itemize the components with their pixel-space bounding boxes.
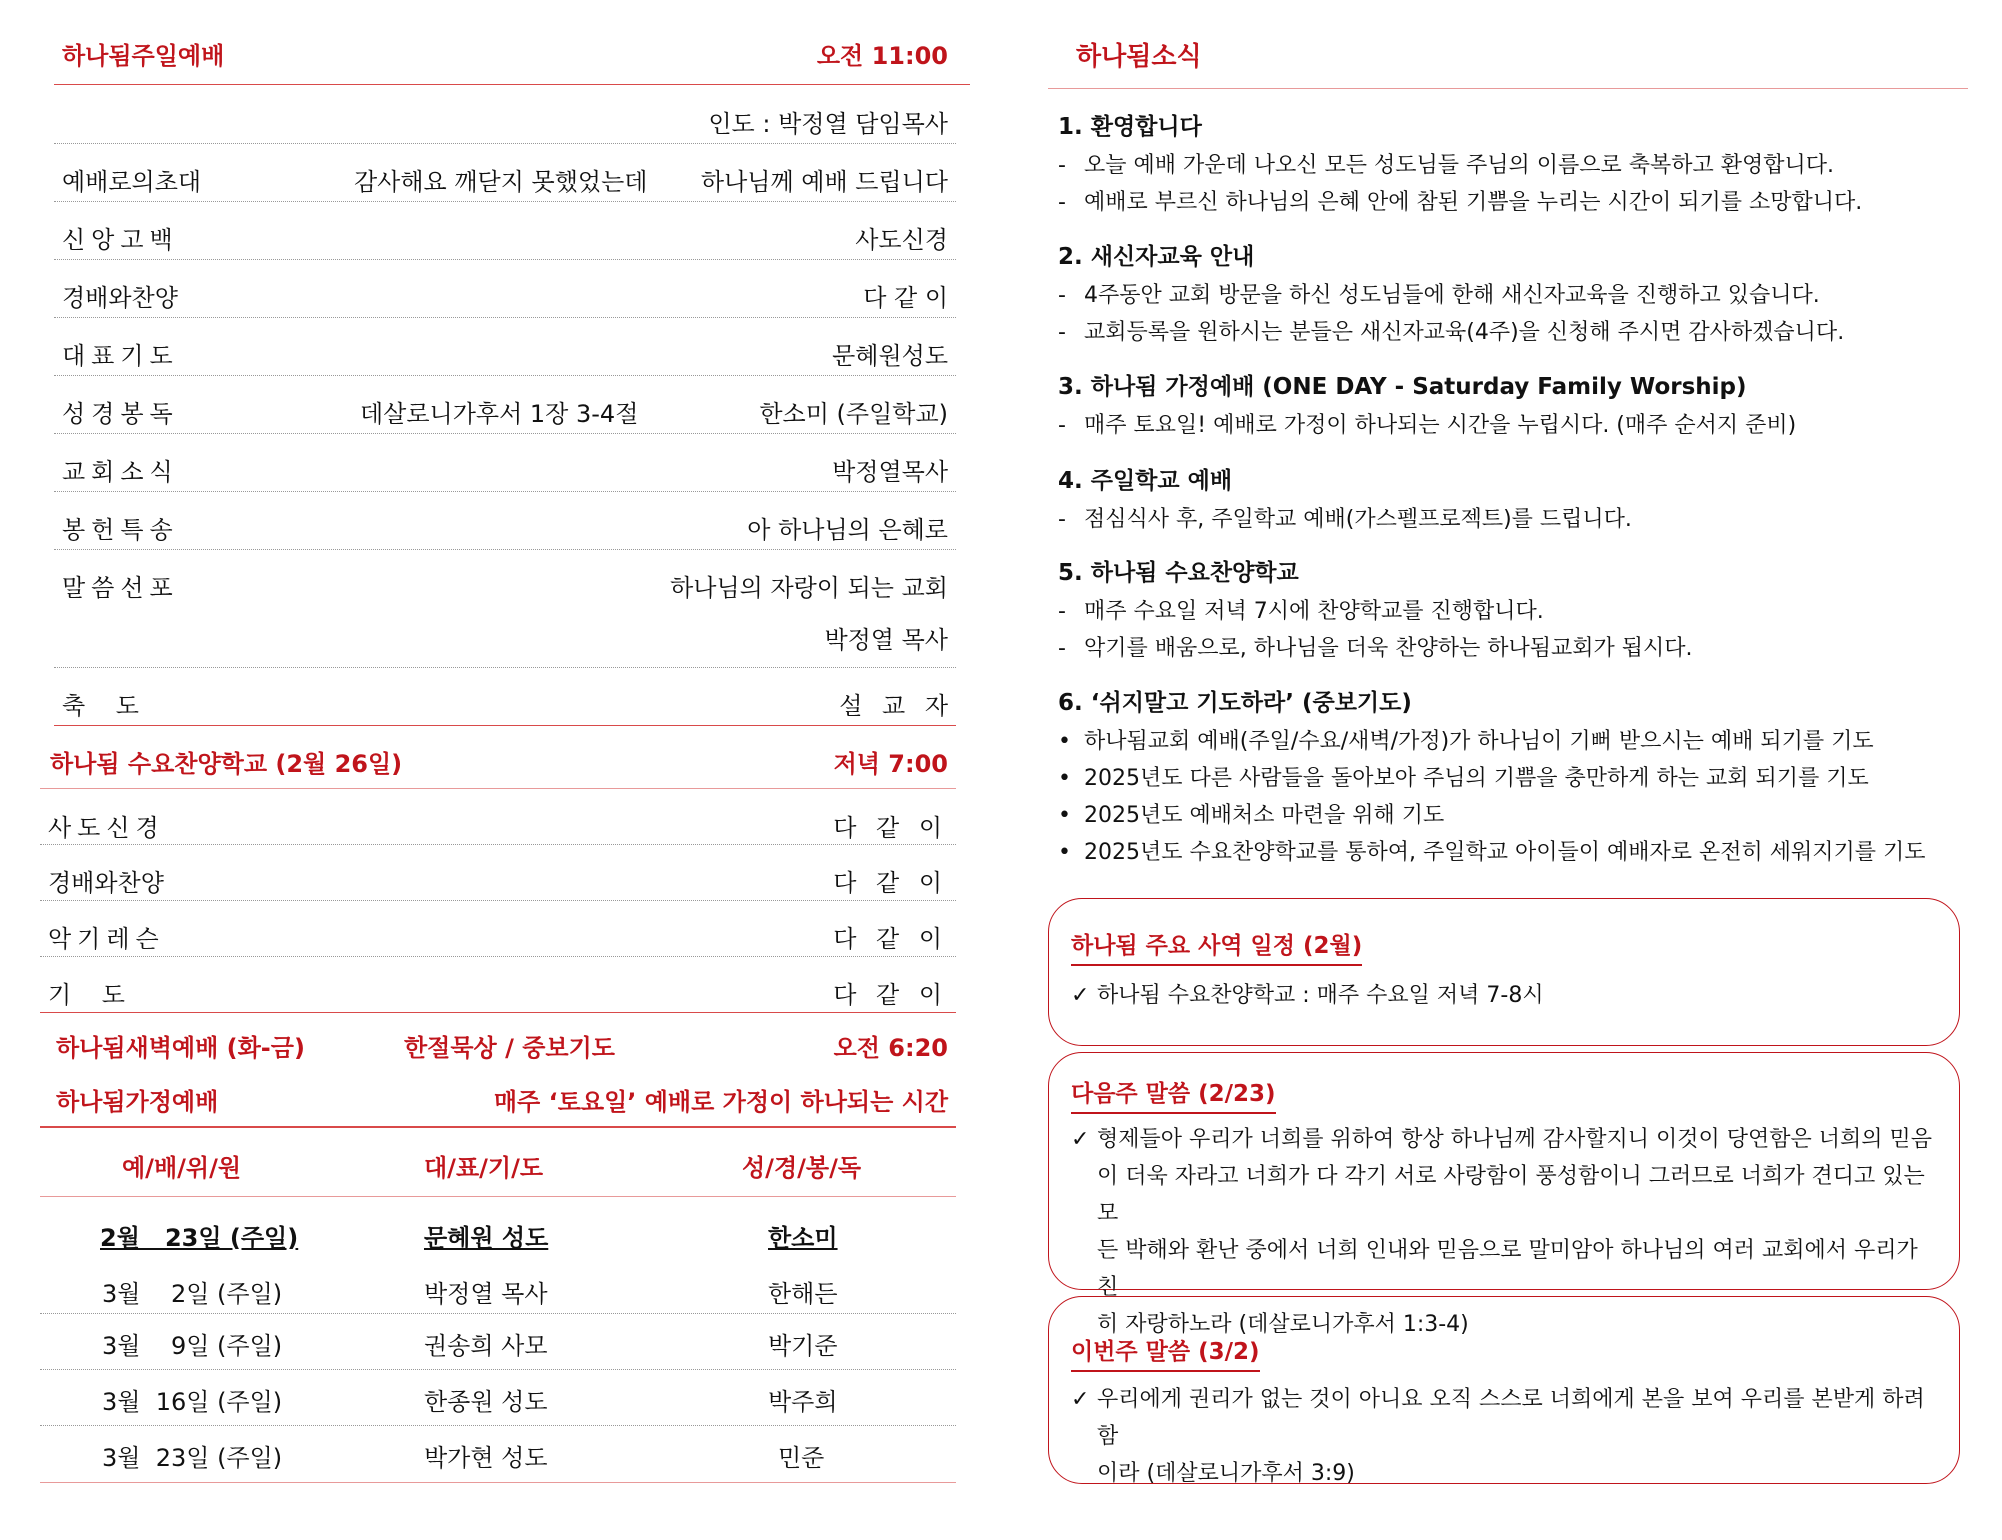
bullet-marker: • (1058, 766, 1071, 791)
box-title: 이번주 말씀 (3/2) (1071, 1333, 1260, 1372)
box-text-line: 하나됨 수요찬양학교 : 매주 수요일 저녁 7-8시 (1097, 983, 1544, 1008)
schedule-header-reading: 성/경/봉/독 (742, 1154, 862, 1182)
news-line (1058, 501, 1968, 538)
service-item: 축 도 (62, 692, 139, 720)
header-divider (54, 84, 970, 85)
service-person: 다 같 이 (833, 981, 948, 1009)
news-heading: 4. 주일학교 예배 (1058, 468, 1233, 494)
service-person: 박정열목사 (832, 458, 948, 486)
news-line-text: 점심식사 후, 주일학교 예배(가스펠프로젝트)를 드립니다. (1084, 507, 1632, 532)
news-item (1058, 238, 1968, 351)
service-person: 다 같 이 (833, 814, 948, 842)
schedule-reader: 박기준 (768, 1332, 838, 1360)
service-person: 아 하나님의 은혜로 (747, 516, 948, 544)
box-text-line: 우리에게 권리가 없는 것이 아니요 오직 스스로 너희에게 본을 보여 우리를 본받게 하려 함 (1097, 1387, 1925, 1449)
news-heading: 6. ‘쉬지말고 기도하라’ (중보기도) (1058, 690, 1412, 716)
news-line (1058, 184, 1968, 221)
box-text-line: 히 자랑하노라 (데살로니가후서 1:3-4) (1097, 1312, 1469, 1337)
sunday-service-title: 하나됨주일예배 (62, 42, 225, 70)
service-item: 기 도 (48, 981, 125, 1009)
news-heading: 1. 환영합니다 (1058, 114, 1202, 140)
dash-marker: - (1058, 507, 1066, 532)
box-title: 하나됨 주요 사역 일정 (2월) (1071, 927, 1362, 966)
news-line-text: 교회등록을 원하시는 분들은 새신자교육(4주)을 신청해 주시면 감사하겠습니다. (1084, 320, 1845, 345)
schedule-header-row (40, 1148, 956, 1180)
wednesday-title: 하나됨 수요찬양학교 (2월 26일) (50, 750, 403, 778)
service-person: 문혜원성도 (832, 342, 948, 370)
news-divider (1048, 88, 1968, 89)
service-row (54, 550, 956, 608)
preacher-name: 박정열 목사 (824, 626, 948, 654)
schedule-date: 3월 9일 (주일) (102, 1332, 283, 1360)
section-divider (40, 1126, 956, 1128)
news-line-text: 2025년도 예배처소 마련을 위해 기도 (1084, 803, 1445, 828)
schedule-reader: 한소미 (768, 1224, 838, 1252)
news-column (1048, 0, 1968, 1540)
wednesday-header (40, 744, 956, 776)
box-title: 다음주 말씀 (2/23) (1071, 1075, 1276, 1114)
news-line-text: 악기를 배움으로, 하나님을 더욱 찬양하는 하나됨교회가 됩시다. (1084, 636, 1693, 661)
dash-marker: - (1058, 320, 1066, 345)
service-row (54, 492, 956, 550)
news-item (1058, 108, 1968, 221)
wednesday-row (40, 957, 956, 1013)
dash-marker: - (1058, 283, 1066, 308)
box-content (1071, 977, 1939, 1014)
news-heading: 3. 하나됨 가정예배 (ONE DAY - Saturday Family Worship) (1058, 374, 1747, 400)
schedule-header-worship: 예/배/위/원 (122, 1154, 242, 1182)
service-item: 신앙고백 (62, 226, 179, 254)
box-content (1071, 1381, 1939, 1492)
dawn-service-time: 오전 6:20 (833, 1034, 948, 1062)
news-line-text: 예배로 부르신 하나님의 은혜 안에 참된 기쁨을 누리는 시간이 되기를 소망합니다. (1084, 190, 1863, 215)
news-item (1058, 684, 1968, 871)
service-item: 경배와찬양 (48, 869, 164, 897)
service-row (54, 144, 956, 202)
schedule-prayer: 문혜원 성도 (424, 1224, 549, 1252)
section-divider (40, 1012, 956, 1013)
schedule-row (40, 1426, 956, 1482)
wednesday-row (40, 790, 956, 845)
news-title: 하나됨소식 (1076, 42, 1202, 72)
service-row (54, 260, 956, 318)
news-line (1058, 834, 1968, 871)
service-row (54, 318, 956, 376)
schedule-reader: 한해든 (768, 1280, 838, 1308)
check-icon: ✓ (1071, 983, 1090, 1008)
news-line-text: 매주 토요일! 예배로 가정이 하나되는 시간을 누립시다. (매주 순서지 준비) (1084, 413, 1797, 438)
news-line-text: 하나됨교회 예배(주일/수요/새벽/가정)가 하나님이 기뻐 받으시는 예배 되기를 기도 (1084, 729, 1874, 754)
table-bottom-divider (40, 1482, 956, 1483)
schedule-row (40, 1314, 956, 1370)
dash-marker: - (1058, 413, 1066, 438)
schedule-date: 3월 16일 (주일) (102, 1388, 283, 1416)
wednesday-row (40, 845, 956, 901)
schedule-date: 3월 2일 (주일) (102, 1280, 283, 1308)
news-line-text: 2025년도 다른 사람들을 돌아보아 주님의 기쁨을 충만하게 하는 교회 되기를 기도 (1084, 766, 1869, 791)
leader-row (54, 86, 956, 144)
news-item (1058, 368, 1968, 444)
family-service-header (40, 1082, 956, 1114)
service-detail: 감사해요 깨닫지 못했었는데 (354, 168, 648, 196)
service-item: 대표기도 (62, 342, 179, 370)
news-line (1058, 797, 1968, 834)
dawn-service-title: 하나됨새벽예배 (화-금) (56, 1034, 305, 1062)
family-service-title: 하나됨가정예배 (56, 1088, 219, 1116)
bullet-marker: • (1058, 729, 1071, 754)
service-item: 교회소식 (62, 458, 179, 486)
news-line-text: 2025년도 수요찬양학교를 통하여, 주일학교 아이들이 예배자로 온전히 세워지기를 기도 (1084, 840, 1926, 865)
dawn-service-header (40, 1028, 956, 1060)
section-divider (40, 788, 956, 789)
dash-marker: - (1058, 153, 1066, 178)
ministry-schedule-box (1048, 898, 1960, 1046)
service-item: 성경봉독 (62, 400, 179, 428)
news-line (1058, 147, 1968, 184)
schedule-prayer: 한종원 성도 (424, 1388, 548, 1416)
dash-marker: - (1058, 190, 1066, 215)
family-service-desc: 매주 ‘토요일’ 예배로 가정이 하나되는 시간 (493, 1088, 948, 1116)
schedule-date: 3월 23일 (주일) (102, 1444, 283, 1472)
bullet-marker: • (1058, 803, 1071, 828)
box-text-line: 이 더욱 자라고 너희가 다 각기 서로 사랑함이 풍성함이니 그러므로 너희가 견디고 있는 모 (1097, 1164, 1925, 1226)
service-item: 경배와찬양 (62, 284, 178, 312)
schedule-date: 2월 23일 (주일) (100, 1224, 299, 1252)
schedule-reader: 민준 (778, 1444, 825, 1472)
news-heading: 5. 하나됨 수요찬양학교 (1058, 560, 1299, 586)
order-of-worship-column (40, 0, 970, 1540)
table-divider (40, 1196, 956, 1197)
benediction-row (54, 668, 956, 726)
service-person: 다 같 이 (833, 869, 948, 897)
wednesday-row (40, 901, 956, 957)
service-item: 악기레슨 (48, 925, 165, 953)
sunday-service-time: 오전 11:00 (816, 42, 948, 70)
schedule-prayer: 박정열 목사 (424, 1280, 548, 1308)
news-line-text: 매주 수요일 저녁 7시에 찬양학교를 진행합니다. (1084, 599, 1544, 624)
section-divider (54, 725, 956, 726)
service-item: 예배로의초대 (62, 168, 202, 196)
news-line (1058, 630, 1968, 667)
sunday-service-header (54, 36, 956, 70)
service-person: 한소미 (주일학교) (759, 400, 948, 428)
leader-text: 인도 : 박정열 담임목사 (708, 110, 948, 138)
news-item (1058, 462, 1968, 538)
schedule-row (40, 1206, 956, 1262)
service-person: 다 같 이 (863, 284, 948, 312)
service-detail: 데살로니가후서 1장 3-4절 (360, 400, 639, 428)
schedule-prayer: 권송희 사모 (424, 1332, 548, 1360)
wednesday-time: 저녁 7:00 (833, 750, 948, 778)
check-icon: ✓ (1071, 1127, 1090, 1152)
service-item: 봉헌특송 (62, 516, 179, 544)
service-person: 하나님의 자랑이 되는 교회 (670, 574, 948, 602)
box-text-line: 형제들아 우리가 너희를 위하여 항상 하나님께 감사할지니 이것이 당연함은 너희의 믿음 (1097, 1127, 1933, 1152)
news-item (1058, 554, 1968, 667)
service-row (54, 202, 956, 260)
schedule-header-prayer: 대/표/기/도 (424, 1154, 544, 1182)
service-person: 사도신경 (855, 226, 948, 254)
service-item: 사도신경 (48, 814, 165, 842)
news-line (1058, 593, 1968, 630)
news-line-text: 오늘 예배 가운데 나오신 모든 성도님들 주님의 이름으로 축복하고 환영합니다. (1084, 153, 1834, 178)
service-person: 설 교 자 (839, 692, 954, 720)
service-row (54, 376, 956, 434)
service-person: 다 같 이 (833, 925, 948, 953)
check-icon: ✓ (1071, 1387, 1090, 1412)
news-line (1058, 760, 1968, 797)
news-line-text: 4주동안 교회 방문을 하신 성도님들에 한해 새신자교육을 진행하고 있습니다. (1084, 283, 1820, 308)
news-line (1058, 723, 1968, 760)
this-week-scripture-box (1048, 1296, 1960, 1484)
box-text-line: 든 박해와 환난 중에서 너희 인내와 믿음으로 말미암아 하나님의 여러 교회에서 우리가 친 (1097, 1238, 1918, 1300)
schedule-row (40, 1262, 956, 1314)
preacher-row (54, 608, 956, 668)
news-line (1058, 407, 1968, 444)
schedule-reader: 박주희 (768, 1388, 838, 1416)
dash-marker: - (1058, 636, 1066, 661)
dawn-service-content: 한절묵상 / 중보기도 (404, 1034, 615, 1062)
news-line (1058, 277, 1968, 314)
news-line (1058, 314, 1968, 351)
service-row (54, 434, 956, 492)
schedule-row (40, 1370, 956, 1426)
bullet-marker: • (1058, 840, 1071, 865)
next-week-scripture-box (1048, 1052, 1960, 1337)
news-heading: 2. 새신자교육 안내 (1058, 244, 1255, 270)
dash-marker: - (1058, 599, 1066, 624)
box-text-line: 이라 (데살로니가후서 3:9) (1097, 1461, 1355, 1486)
schedule-prayer: 박가현 성도 (424, 1444, 548, 1472)
service-item: 말씀선포 (62, 574, 179, 602)
service-person: 하나님께 예배 드립니다 (700, 168, 948, 196)
